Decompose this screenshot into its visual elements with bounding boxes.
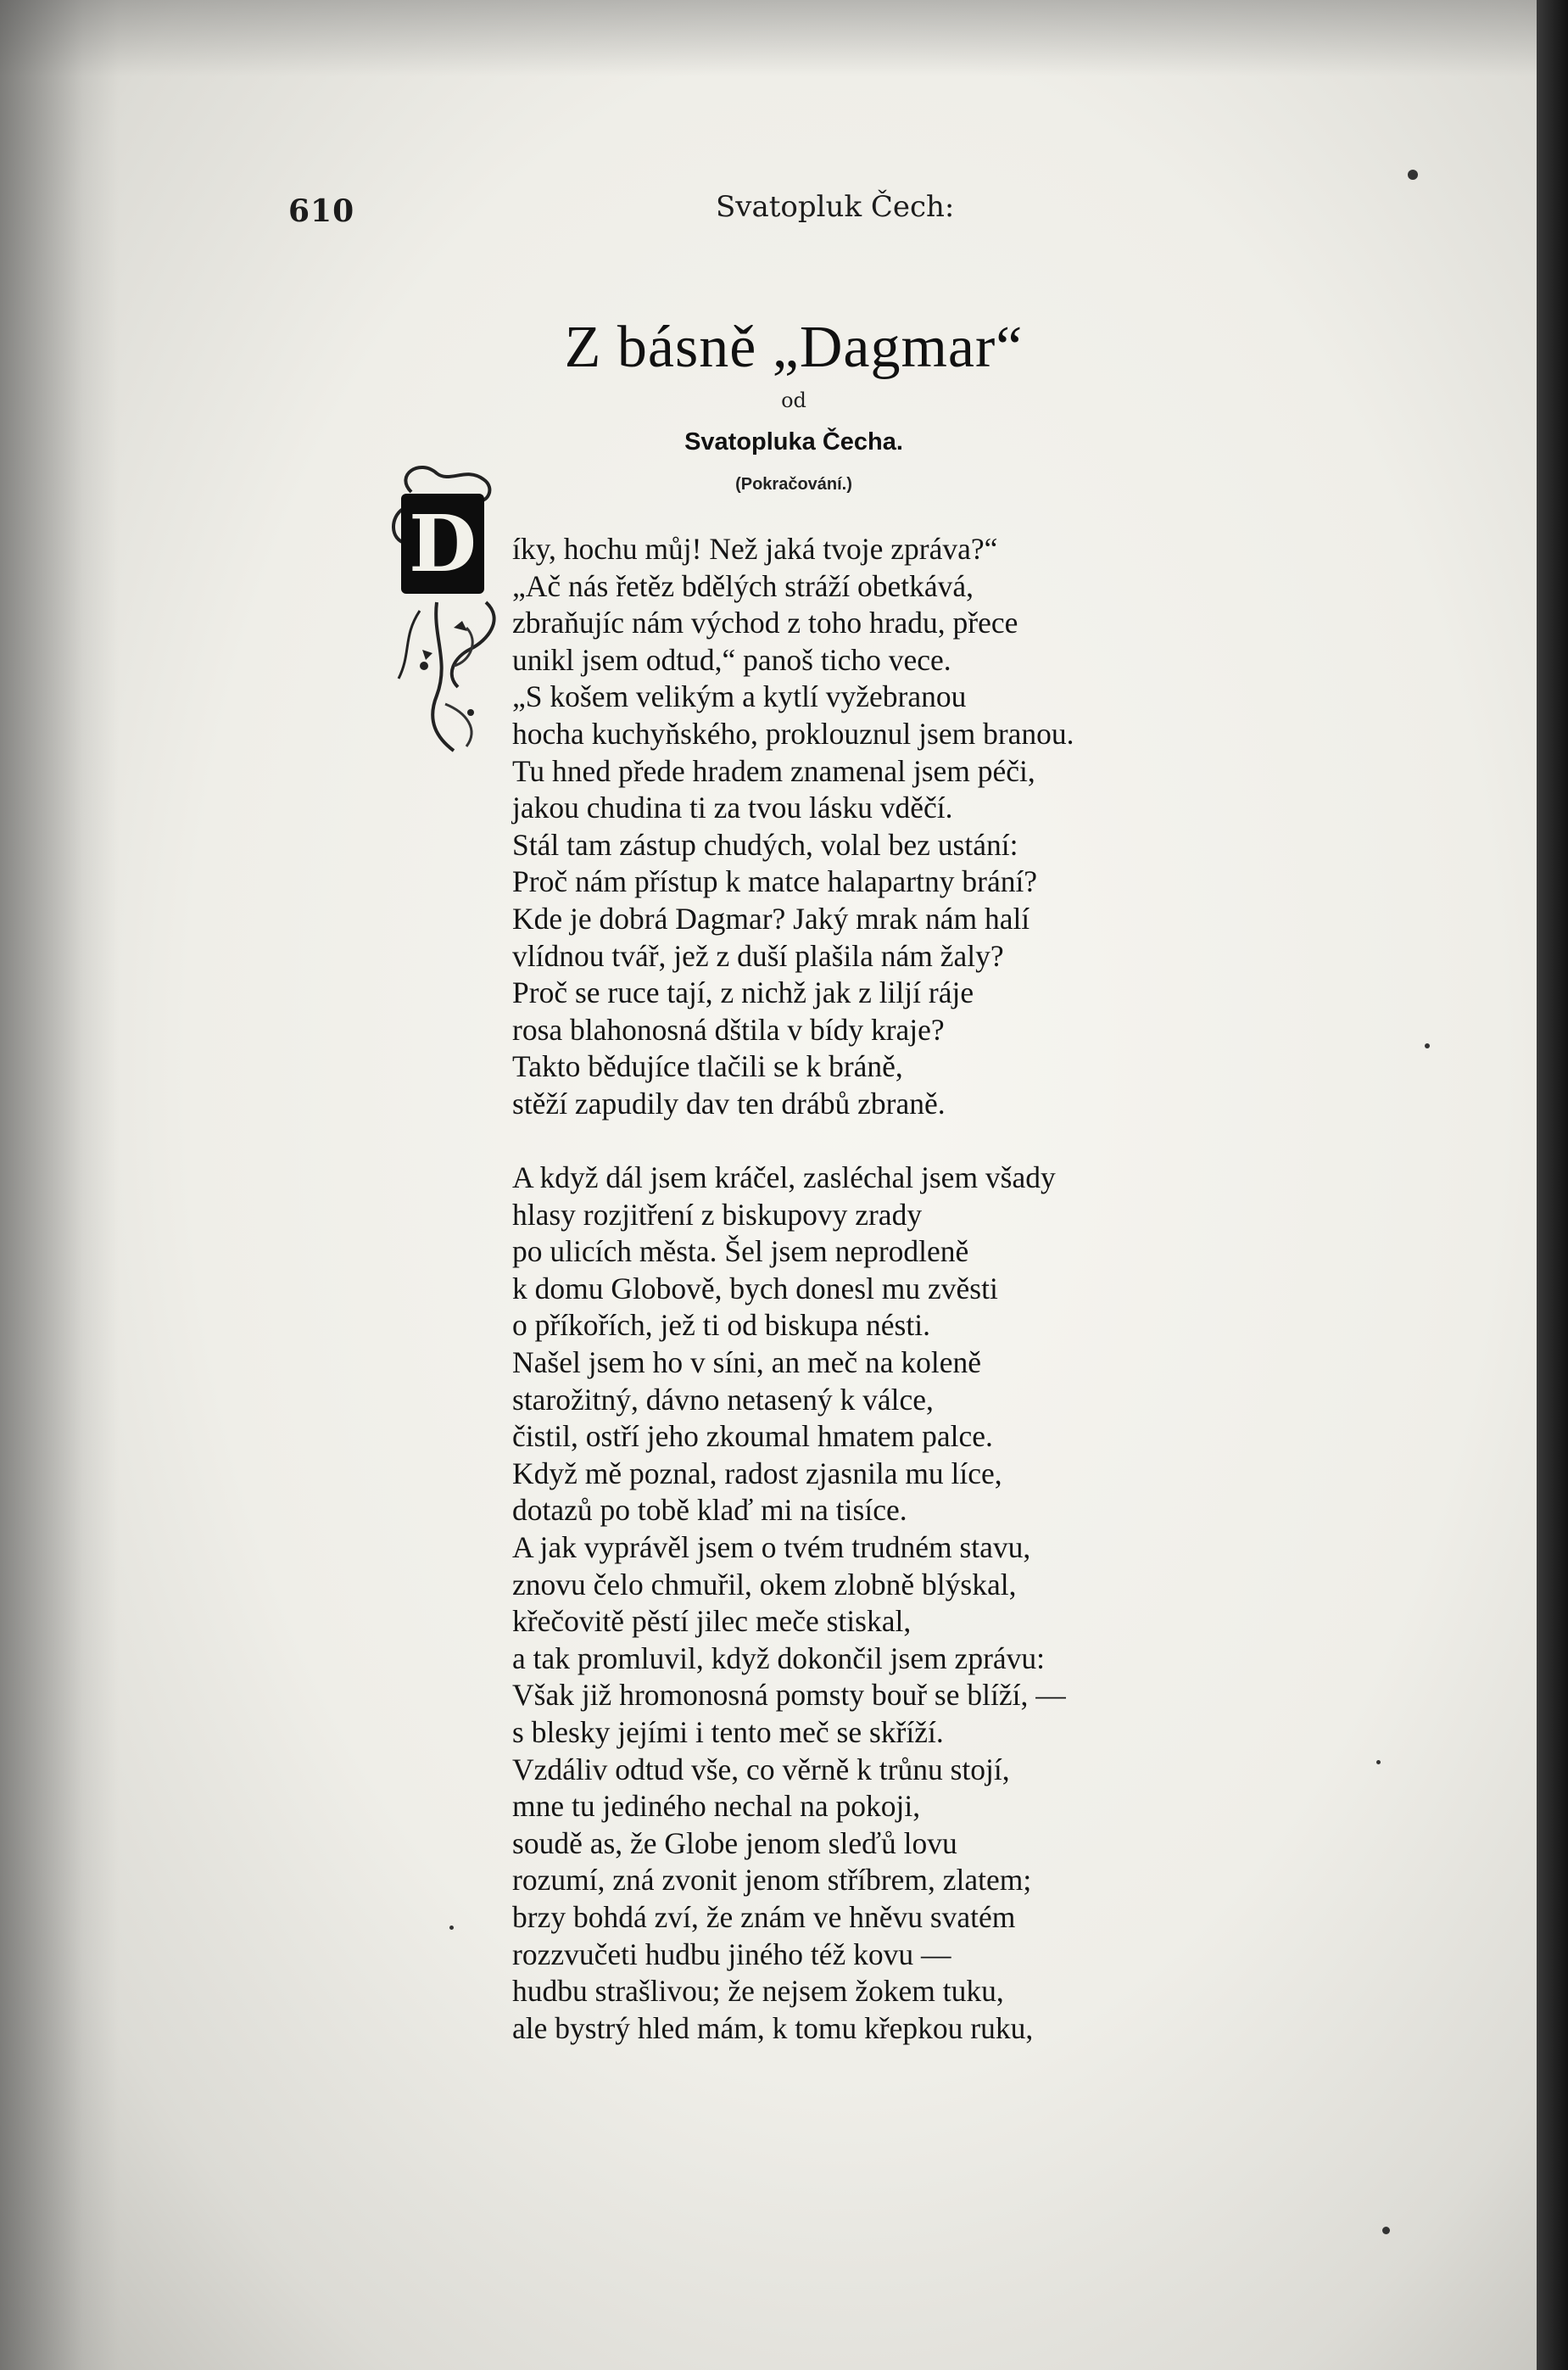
poem-line: čistil, ostří jeho zkoumal hmatem palce. <box>512 1419 993 1454</box>
initial-letter: D <box>401 494 484 594</box>
poem-line: Když mě poznal, radost zjasnila mu líce, <box>512 1456 1002 1490</box>
poem-line: jakou chudina ti za tvou lásku vděčí. <box>512 791 953 825</box>
poem-line: hudbu strašlivou; že nejsem žokem tuku, <box>512 1974 1004 2009</box>
poem-line: „Ač nás řetěz bdělých stráží obetkává, <box>512 568 974 603</box>
poem-line: brzy bohdá zví, že znám ve hněvu svatém <box>512 1899 1016 1934</box>
page-number: 610 <box>288 193 355 229</box>
poem-line: znovu čelo chmuřil, okem zlobně blýskal, <box>512 1567 1017 1601</box>
byline-od: od <box>781 388 806 412</box>
poem-line: k domu Globově, bych donesl mu zvěsti <box>512 1271 998 1305</box>
poem-line: o příkořích, jež ti od biskupa nésti. <box>512 1308 930 1343</box>
continued-note: (Pokračování.) <box>735 475 852 494</box>
poem-line: Proč se ruce tají, z nichž jak z liljí ráje <box>512 975 974 1010</box>
poem-line: íky, hochu můj! Než jaká tvoje zpráva?“ <box>512 532 998 566</box>
poem-line: Vzdáliv odtud vše, co věrně k trůnu stojí, <box>512 1752 1010 1786</box>
book-spine <box>1537 0 1568 2370</box>
poem-line: Takto bědujíce tlačili se k bráně, <box>512 1049 903 1084</box>
page-speck <box>1382 2227 1390 2234</box>
poem-title: Z básně „Dagmar“ <box>564 315 1024 380</box>
poem-line: Však již hromonosná pomsty bouř se blíží, — <box>512 1678 1066 1713</box>
poem-line: hlasy rozjitření z biskupovy zrady <box>512 1197 923 1232</box>
poem-line: dotazů po tobě klaď mi na tisíce. <box>512 1493 907 1528</box>
poem-line: křečovitě pěstí jilec meče stiskal, <box>512 1604 912 1639</box>
stanza <box>512 1160 1074 2047</box>
poem-line: soudě as, že Globe jenom sleďů lovu <box>512 1825 957 1860</box>
poem-line: starožitný, dávno netasený k válce, <box>512 1382 934 1417</box>
poem-line: Proč nám přístup k matce halapartny brání? <box>512 864 1038 899</box>
poem-line: zbraňujíc nám východ z toho hradu, přece <box>512 606 1018 640</box>
stanza <box>512 531 1074 1123</box>
poem-line: rozumí, zná zvonit jenom stříbrem, zlatem; <box>512 1863 1032 1898</box>
poem-line: „S košem velikým a kytlí vyžebranou <box>512 679 967 714</box>
ornamental-initial <box>386 458 513 763</box>
poem-line: po ulicích města. Šel jsem neprodleně <box>512 1234 969 1269</box>
page-speck <box>1376 1760 1381 1764</box>
poem-line: Našel jsem ho v síni, an meč na koleně <box>512 1345 982 1380</box>
page-speck <box>1425 1043 1430 1048</box>
running-head: Svatopluk Čech: <box>716 190 955 224</box>
poem-line: Kde je dobrá Dagmar? Jaký mrak nám halí <box>512 901 1030 936</box>
poem-body <box>512 531 1074 2047</box>
page-speck <box>449 1926 454 1930</box>
author-name: Svatopluka Čecha. <box>684 428 903 456</box>
poem-line: ale bystrý hled mám, k tomu křepkou ruku, <box>512 2010 1034 2045</box>
poem-line: Tu hned přede hradem znamenal jsem péči, <box>512 753 1035 788</box>
poem-line: rozzvučeti hudbu jiného též kovu — <box>512 1937 951 1971</box>
poem-line: s blesky jejími i tento meč se skříží. <box>512 1715 944 1749</box>
poem-line: a tak promluvil, když dokončil jsem zprávu: <box>512 1641 1046 1675</box>
poem-line: mne tu jediného nechal na pokoji, <box>512 1789 921 1824</box>
poem-line: A když dál jsem kráčel, zasléchal jsem všady <box>512 1160 1056 1195</box>
page-speck <box>1408 170 1418 180</box>
poem-line: unikl jsem odtud,“ panoš ticho vece. <box>512 642 951 677</box>
poem-line: stěží zapudily dav ten drábů zbraně. <box>512 1086 946 1121</box>
poem-line: rosa blahonosná dštila v bídy kraje? <box>512 1012 945 1047</box>
poem-line: vlídnou tvář, jež z duší plašila nám žaly? <box>512 938 1004 973</box>
poem-line: A jak vyprávěl jsem o tvém trudném stavu, <box>512 1530 1031 1565</box>
poem-line: hocha kuchyňského, proklouznul jsem branou. <box>512 716 1074 751</box>
poem-line: Stál tam zástup chudých, volal bez ustání: <box>512 827 1018 862</box>
